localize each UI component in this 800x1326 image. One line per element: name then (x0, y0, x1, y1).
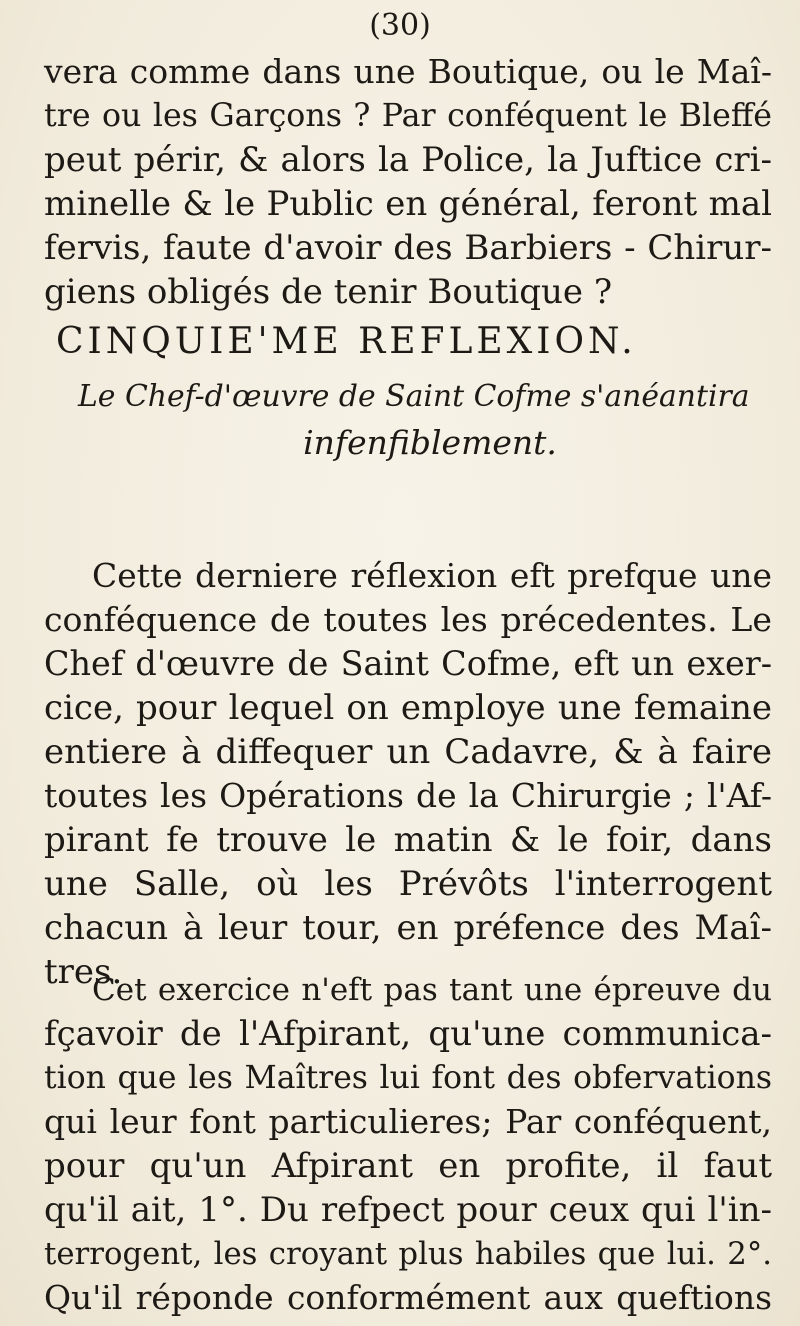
subheading-line: Le Chef-d'œuvre de Saint Cofme s'anéantira (78, 379, 750, 414)
paragraph-2 (44, 554, 772, 994)
text-line: chacun à leur tour, en préfence des Maî- (44, 908, 772, 948)
paragraph-1 (44, 50, 772, 314)
text-line: fervis, faute d'avoir des Barbiers - Chirur- (44, 228, 772, 268)
text-line: minelle & le Public en général, feront mal (44, 184, 772, 224)
text-line: conféquence de toutes les précedentes. Le (44, 600, 772, 639)
subheading-line: infenfiblement. (303, 423, 557, 462)
text-line: tres. (44, 952, 123, 992)
text-line: fçavoir de l'Afpirant, qu'une communica- (44, 1014, 772, 1054)
text-line: qu'il ait, 1°. Du refpect pour ceux qui l'in- (44, 1190, 772, 1230)
section-heading: CINQUIE'ME REFLEXION. (56, 321, 637, 362)
text-line: Cette derniere réflexion eft prefque une (92, 556, 772, 595)
text-line: Qu'il réponde conformément aux queftions (44, 1278, 772, 1317)
text-line: vera comme dans une Boutique, ou le Maî- (44, 52, 772, 91)
paragraph-3 (44, 968, 772, 1320)
text-line: tre ou les Garçons ? Par conféquent le Bleffé (44, 98, 772, 134)
text-line: peut périr, & alors la Police, la Juftice cri- (44, 140, 772, 180)
text-line: Chef d'œuvre de Saint Cofme, eft un exer- (44, 644, 772, 683)
text-line: giens obligés de tenir Boutique ? (44, 272, 613, 312)
text-line: tion que les Maîtres lui font des obfervations (44, 1060, 772, 1096)
text-line: toutes les Opérations de la Chirurgie ; l'Af- (44, 776, 772, 815)
text-line: entiere à diffequer un Cadavre, & à faire (44, 732, 772, 772)
text-line: une Salle, où les Prévôts l'interrogent (44, 864, 772, 904)
text-line: qui leur font particulieres; Par conféquent, (44, 1102, 772, 1141)
text-line: pour qu'un Afpirant en profite, il faut (44, 1146, 772, 1186)
section-subheading (60, 374, 760, 466)
text-line: terrogent, les croyant plus habiles que lui. 2°. (44, 1236, 772, 1272)
text-line: cice, pour lequel on employe une femaine (44, 688, 772, 728)
page-number: (30) (369, 8, 431, 43)
text-line: Cet exercice n'eft pas tant une épreuve du (92, 972, 772, 1008)
text-line: pirant fe trouve le matin & le foir, dans (44, 820, 772, 860)
